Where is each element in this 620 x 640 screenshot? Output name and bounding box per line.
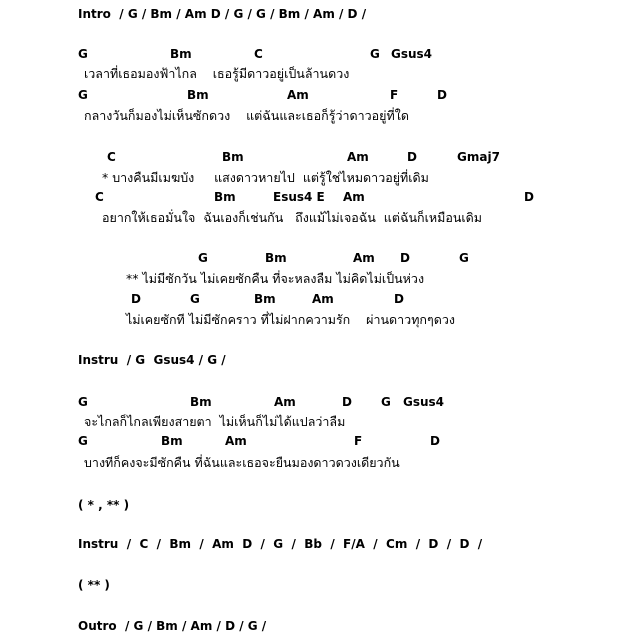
chord: G bbox=[78, 47, 88, 61]
chord: F bbox=[354, 434, 363, 448]
lyric-line: กลางวันก็มองไม่เห็นซักดวง แต่ฉันและเธอก็รู้ว่าดาวอยู่ที่ใด bbox=[84, 108, 409, 123]
chord: G bbox=[381, 395, 391, 409]
lyric-line: บางทีก็คงจะมีซักคืน ที่ฉันและเธอจะยืนมองดาวดวงเดียวกัน bbox=[84, 455, 400, 470]
chord: D bbox=[407, 150, 417, 164]
chord: G bbox=[190, 292, 200, 306]
outro-line: Outro / G / Bm / Am / D / G / bbox=[78, 619, 267, 633]
instru-line: Instru / C / Bm / Am D / G / Bb / F/A / Cm / D / D / bbox=[78, 537, 483, 551]
chord: Bm bbox=[170, 47, 192, 61]
chord: Am bbox=[353, 251, 375, 265]
chord: D bbox=[394, 292, 404, 306]
chord: Am bbox=[343, 190, 365, 204]
chord: D bbox=[437, 88, 447, 102]
chord: Bm bbox=[161, 434, 183, 448]
repeat-marker: ( ** ) bbox=[78, 578, 110, 592]
repeat-marker: ( * , ** ) bbox=[78, 498, 130, 512]
chord: Bm bbox=[214, 190, 236, 204]
chord: Bm bbox=[190, 395, 212, 409]
chord: Bm bbox=[222, 150, 244, 164]
chord: C bbox=[95, 190, 104, 204]
chord: G bbox=[78, 434, 88, 448]
chord: D bbox=[524, 190, 534, 204]
chord: Bm bbox=[187, 88, 209, 102]
instru-line: Instru / G Gsus4 / G / bbox=[78, 353, 226, 367]
chord: Am bbox=[312, 292, 334, 306]
lyric-line: เวลาที่เธอมองฟ้าไกล เธอรู้มีดาวอยู่เป็นล้านดวง bbox=[84, 66, 350, 81]
chord: Am bbox=[287, 88, 309, 102]
chord: D bbox=[342, 395, 352, 409]
chord: Gmaj7 bbox=[457, 150, 500, 164]
chord: Bm bbox=[254, 292, 276, 306]
intro-line: Intro / G / Bm / Am D / G / G / Bm / Am / D / bbox=[78, 7, 367, 21]
chord: F bbox=[390, 88, 399, 102]
chord: Esus4 E bbox=[273, 190, 325, 204]
chord: Gsus4 bbox=[391, 47, 433, 61]
lyric-line: อยากให้เธอมั่นใจ ฉันเองก็เช่นกัน ถึงแม้ไม่เจอฉัน แต่ฉันก็เหมือนเดิม bbox=[102, 210, 483, 225]
chord: G bbox=[459, 251, 469, 265]
lyric-line: ** ไม่มีซักวัน ไม่เคยซักคืน ที่จะหลงลืม ไม่คิดไม่เป็นห่วง bbox=[126, 271, 425, 286]
chord: G bbox=[370, 47, 380, 61]
lyric-line: ไม่เคยซักที ไม่มีซักคราว ที่ไม่ฝากความรัก ผ่านดาวทุกๆดวง bbox=[126, 312, 455, 327]
chord: D bbox=[400, 251, 410, 265]
chord: D bbox=[131, 292, 141, 306]
chord: G bbox=[198, 251, 208, 265]
lyric-line: จะไกลก็ไกลเพียงสายตา ไม่เห็นก็ไม่ได้แปลว่าลืม bbox=[84, 414, 346, 429]
chord: D bbox=[430, 434, 440, 448]
chord: C bbox=[254, 47, 263, 61]
chord: Am bbox=[347, 150, 369, 164]
lyric-line: * บางคืนมีเมฆบัง แสงดาวหายไป แต่รู้ใช่ไหมดาวอยู่ที่เดิม bbox=[102, 170, 429, 185]
chord: Am bbox=[225, 434, 247, 448]
chord: Gsus4 bbox=[403, 395, 445, 409]
chord: Bm bbox=[265, 251, 287, 265]
chord: G bbox=[78, 395, 88, 409]
chord: Am bbox=[274, 395, 296, 409]
chord: C bbox=[107, 150, 116, 164]
chord: G bbox=[78, 88, 88, 102]
